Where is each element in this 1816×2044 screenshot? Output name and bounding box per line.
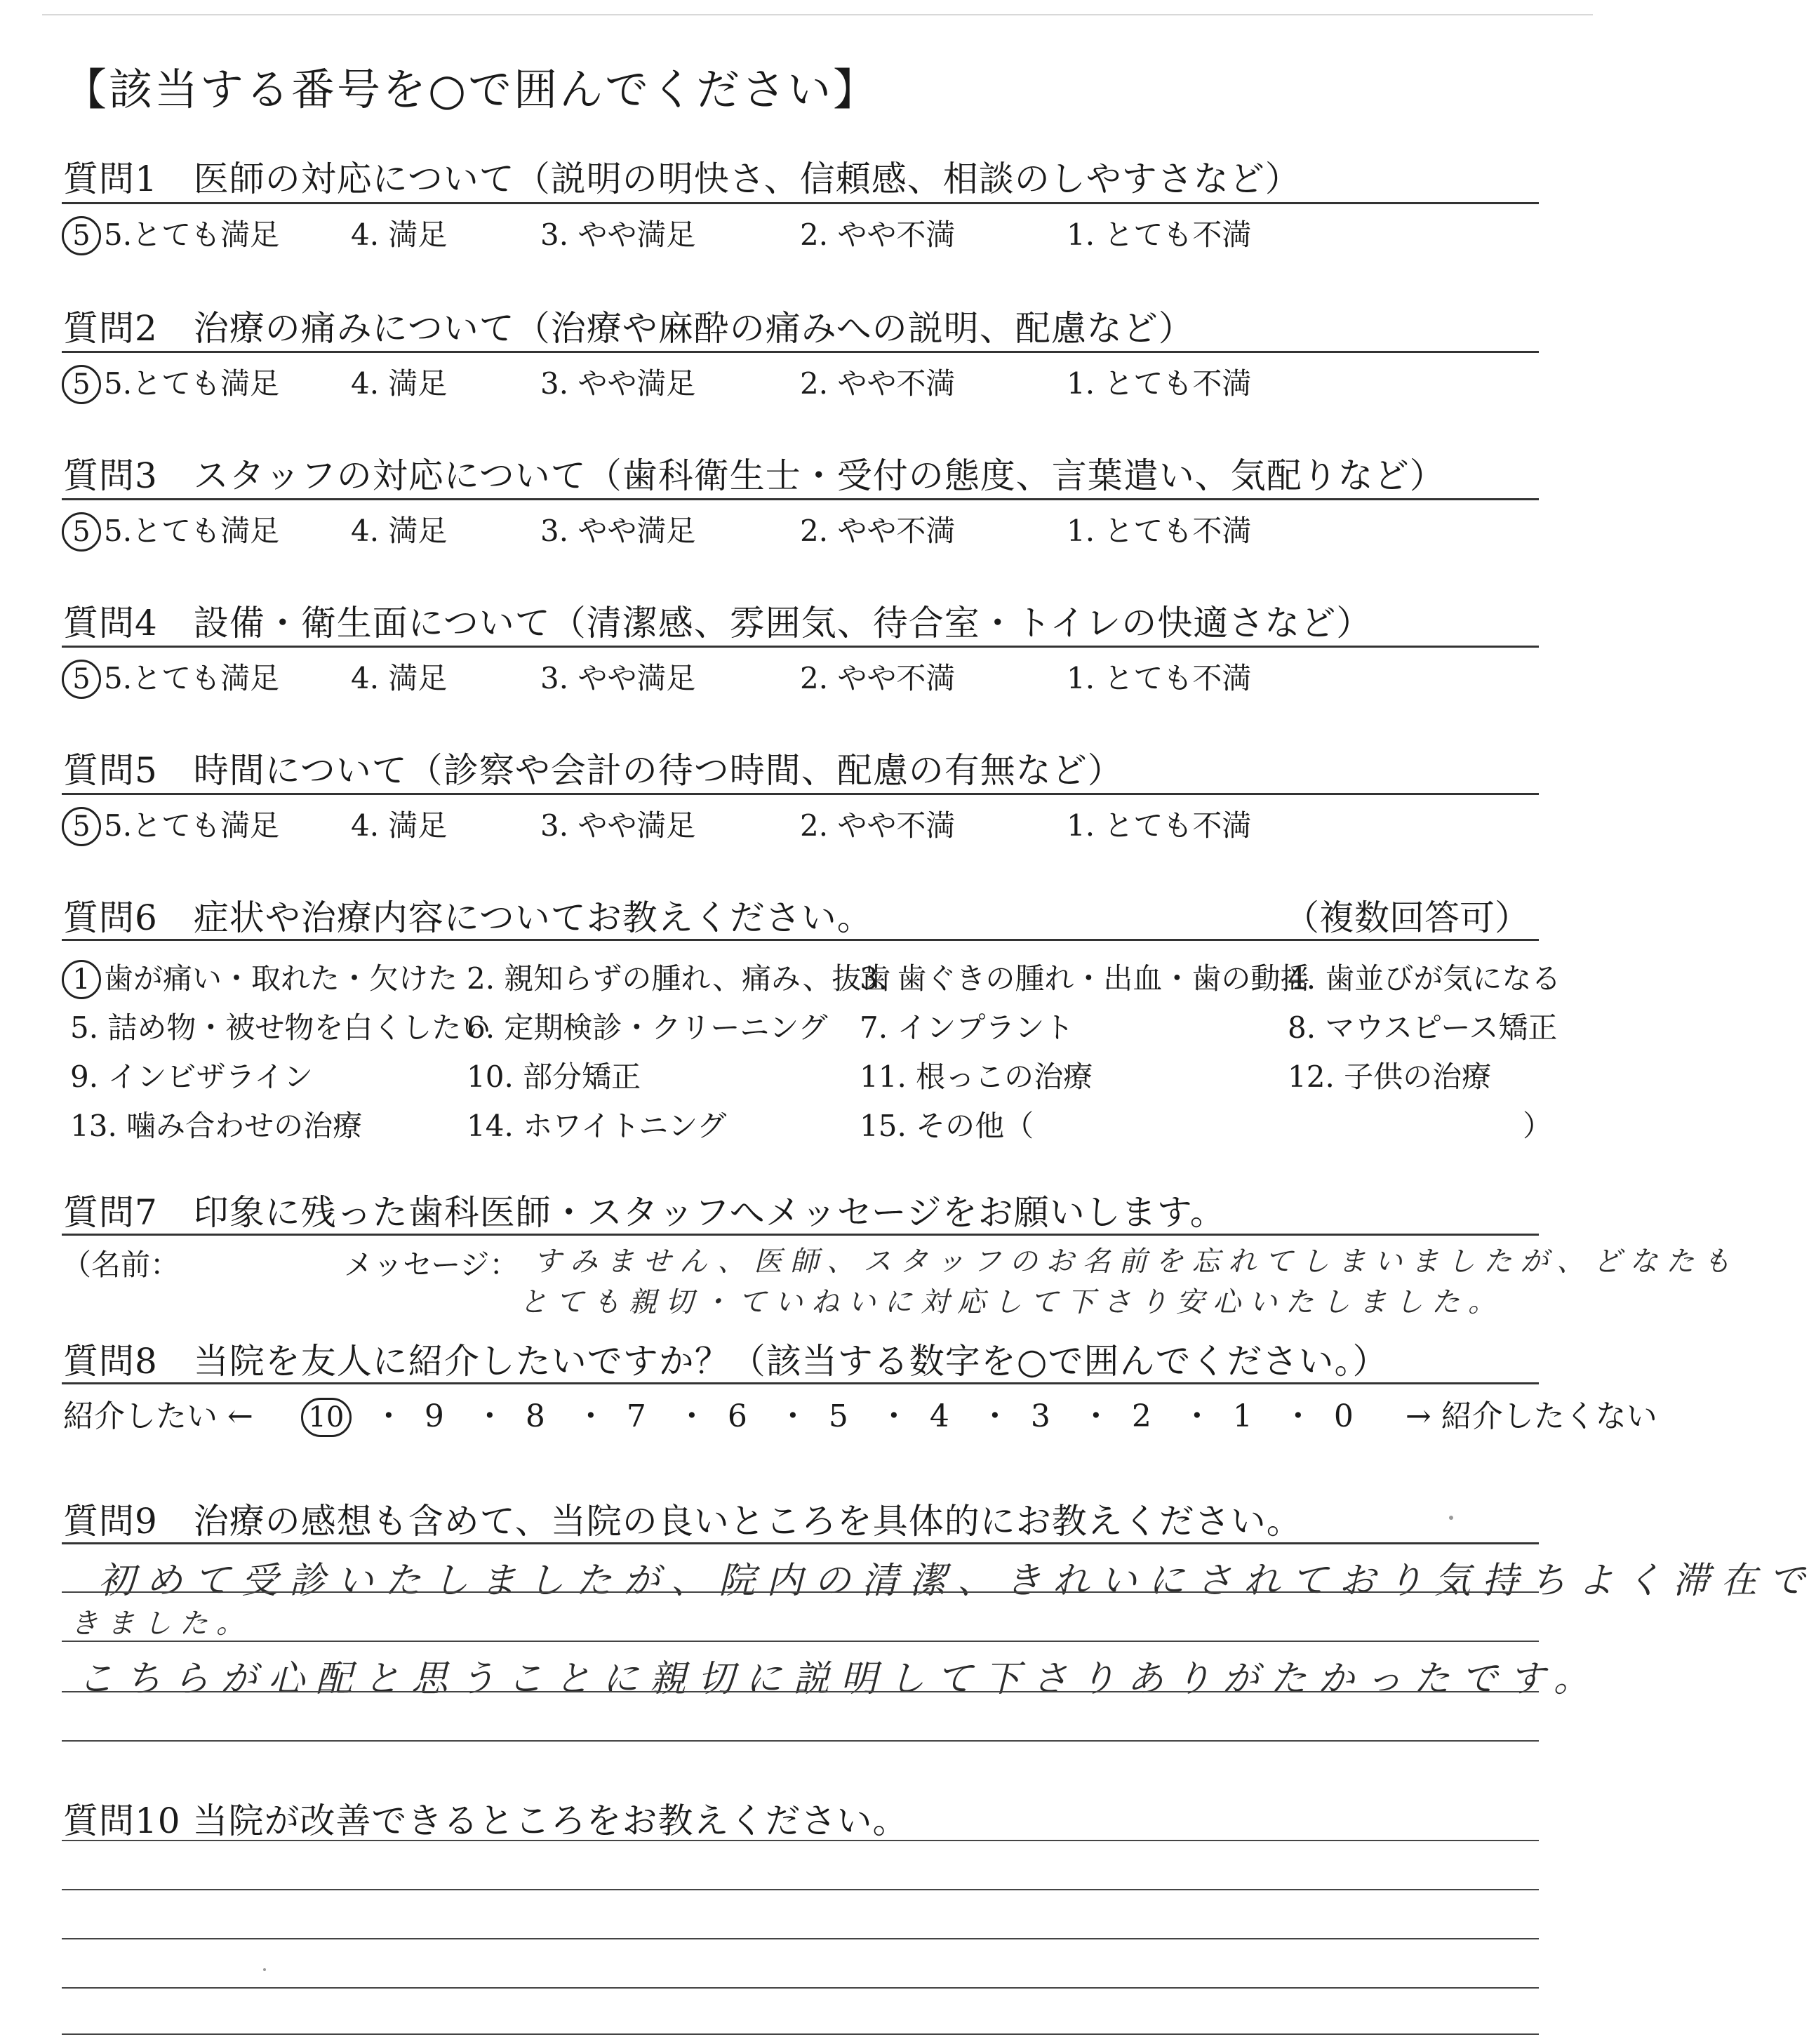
question-10-title: 質問10 当院が改善できるところをお教えください。 xyxy=(63,1801,909,1841)
q10-answer-rule-3[interactable] xyxy=(62,1938,1539,1939)
q5-option-4[interactable]: 4. 満足 xyxy=(351,808,448,843)
q9-answer-rule-2 xyxy=(62,1641,1539,1642)
q9-answer-rule-4 xyxy=(62,1740,1539,1742)
scale-value-5[interactable]: 5 xyxy=(828,1398,848,1434)
scale-left-label: 紹介したい ← xyxy=(63,1398,253,1434)
question-7-title: 質問7 印象に残った歯科医師・スタッフへメッセージをお願いします。 xyxy=(63,1192,1226,1233)
scale-value-8[interactable]: 8 xyxy=(525,1398,545,1434)
q4-option-3[interactable]: 3. やや満足 xyxy=(540,661,696,695)
question-4-title: 質問4 設備・衛生面について（清潔感、雰囲気、待合室・トイレの快適さなど） xyxy=(63,603,1373,643)
scale-value-7[interactable]: 7 xyxy=(626,1398,646,1434)
q2-option-2[interactable]: 2. やや不満 xyxy=(800,366,956,401)
question-9-rule xyxy=(62,1542,1539,1544)
q3-option-5[interactable]: 5 5.とても満足 xyxy=(62,508,279,552)
question-1-title: 質問1 医師の対応について（説明の明快さ、信頼感、相談のしやすさなど） xyxy=(63,159,1301,199)
q1-option-5[interactable]: 5 5.とても満足 xyxy=(62,212,279,255)
q3-option-3[interactable]: 3. やや満足 xyxy=(540,514,696,548)
q2-option-1[interactable]: 1. とても不満 xyxy=(1067,366,1252,401)
question-3-title: 質問3 スタッフの対応について（歯科衛生士・受付の態度、言葉遣い、気配りなど） xyxy=(63,455,1446,496)
q6-item-15[interactable]: 15. その他（ xyxy=(860,1109,1034,1143)
question-5-title: 質問5 時間について（診察や会計の待つ時間、配慮の有無など） xyxy=(63,750,1123,791)
scale-value-4[interactable]: 4 xyxy=(929,1398,949,1434)
scale-value-6[interactable]: 6 xyxy=(727,1398,747,1434)
q10-answer-rule-2[interactable] xyxy=(62,1889,1539,1890)
q4-option-1[interactable]: 1. とても不満 xyxy=(1067,661,1252,695)
scale-value-0[interactable]: 0 xyxy=(1333,1398,1354,1434)
q10-answer-rule-5[interactable] xyxy=(62,2033,1539,2035)
q2-option-4[interactable]: 4. 満足 xyxy=(351,366,448,401)
scan-speck xyxy=(263,1968,266,1971)
q3-option-1[interactable]: 1. とても不満 xyxy=(1067,514,1252,548)
q5-option-5[interactable]: 5 5.とても満足 xyxy=(62,803,279,846)
selected-circle-mark: 5 xyxy=(62,807,101,846)
question-7-rule xyxy=(62,1234,1539,1236)
question-4-rule xyxy=(62,646,1539,648)
q6-item-12[interactable]: 12. 子供の治療 xyxy=(1288,1060,1492,1094)
scale-right-label: → 紹介したくない xyxy=(1405,1398,1657,1434)
q3-option-4[interactable]: 4. 満足 xyxy=(351,514,448,548)
q4-option-4[interactable]: 4. 満足 xyxy=(351,661,448,695)
q1-option-2[interactable]: 2. やや不満 xyxy=(800,218,956,252)
question-6-note: （複数回答可） xyxy=(1284,897,1530,938)
q6-item-4[interactable]: 4. 歯並びが気になる xyxy=(1288,961,1561,996)
selected-circle-mark: 5 xyxy=(62,365,101,404)
q6-item-15-close: ） xyxy=(1523,1109,1553,1143)
question-1-rule xyxy=(62,202,1539,204)
page-title: 【該当する番号を○で囲んでください】 xyxy=(63,64,879,115)
recommend-scale: 紹介したい ← 10 ・ 9 ・ 8 ・ 7 ・ 6 ・ 5 ・ 4 ・ 3 ・ 2 ・ 1 ・ 0 → 紹介したくない xyxy=(63,1391,1657,1437)
scale-value-9[interactable]: 9 xyxy=(424,1398,444,1434)
q1-option-4[interactable]: 4. 満足 xyxy=(351,218,448,252)
selected-circle-mark: 5 xyxy=(62,512,101,552)
question-8-rule xyxy=(62,1382,1539,1384)
scale-value-3[interactable]: 3 xyxy=(1030,1398,1050,1434)
q10-answer-rule-1[interactable] xyxy=(62,1840,1539,1841)
q6-item-10[interactable]: 10. 部分矯正 xyxy=(467,1060,641,1094)
q7-message-line-1: すみません、医師、スタッフのお名前を忘れてしまいましたが、どなたも xyxy=(533,1245,1740,1278)
scale-value-1[interactable]: 1 xyxy=(1232,1398,1253,1434)
top-border xyxy=(42,14,1593,15)
q6-item-14[interactable]: 14. ホワイトニング xyxy=(467,1109,727,1143)
selected-circle-mark: 5 xyxy=(62,216,101,255)
q6-item-13[interactable]: 13. 噛み合わせの治療 xyxy=(70,1109,363,1143)
selected-circle-mark: 5 xyxy=(62,660,101,699)
question-9-title: 質問9 治療の感想も含めて、当院の良いところを具体的にお教えください。 xyxy=(63,1501,1302,1542)
q10-answer-rule-4[interactable] xyxy=(62,1987,1539,1989)
q6-item-11[interactable]: 11. 根っこの治療 xyxy=(860,1060,1093,1094)
q1-option-3[interactable]: 3. やや満足 xyxy=(540,218,696,252)
question-5-rule xyxy=(62,793,1539,795)
q9-answer-line-1: 初めて受診いたしましたが、院内の清潔、きれいにされており気持ちよく滞在で xyxy=(98,1560,1816,1602)
q6-item-7[interactable]: 7. インプラント xyxy=(860,1010,1074,1045)
selected-circle-mark: 1 xyxy=(62,960,101,999)
q7-name-label: （名前： xyxy=(62,1248,180,1282)
q2-option-3[interactable]: 3. やや満足 xyxy=(540,366,696,401)
q5-option-2[interactable]: 2. やや不満 xyxy=(800,808,956,843)
q6-item-6[interactable]: 6. 定期検診・クリーニング xyxy=(467,1010,828,1045)
q9-answer-line-2: きました。 xyxy=(70,1608,253,1640)
scale-value-2[interactable]: 2 xyxy=(1131,1398,1151,1434)
question-3-rule xyxy=(62,498,1539,500)
q4-option-2[interactable]: 2. やや不満 xyxy=(800,661,956,695)
q6-item-2[interactable]: 2. 親知らずの腫れ、痛み、抜歯 xyxy=(467,961,891,996)
q6-item-1[interactable]: 1 歯が痛い・取れた・欠けた xyxy=(62,956,458,999)
q7-message-line-2: とても親切・ていねいに対応して下さり安心いたしました。 xyxy=(519,1286,1504,1318)
q6-item-3[interactable]: 3. 歯ぐきの腫れ・出血・歯の動揺 xyxy=(860,961,1310,996)
q6-item-8[interactable]: 8. マウスピース矯正 xyxy=(1288,1010,1558,1045)
question-2-title: 質問2 治療の痛みについて（治療や麻酔の痛みへの説明、配慮など） xyxy=(63,308,1194,349)
q9-answer-rule-3 xyxy=(62,1691,1539,1692)
q6-item-9[interactable]: 9. インビザライン xyxy=(70,1060,314,1094)
question-6-rule xyxy=(62,939,1539,941)
q5-option-3[interactable]: 3. やや満足 xyxy=(540,808,696,843)
question-8-title: 質問8 当院を友人に紹介したいですか？（該当する数字を○で囲んでください。） xyxy=(63,1341,1389,1382)
q1-option-1[interactable]: 1. とても不満 xyxy=(1067,218,1252,252)
q6-item-5[interactable]: 5. 詰め物・被せ物を白くしたい xyxy=(70,1010,491,1045)
q5-option-1[interactable]: 1. とても不満 xyxy=(1067,808,1252,843)
q2-option-5[interactable]: 5 5.とても満足 xyxy=(62,361,279,404)
q9-answer-rule-1 xyxy=(62,1591,1539,1593)
question-6-title: 質問6 症状や治療内容についてお教えください。 xyxy=(63,897,873,938)
question-2-rule xyxy=(62,351,1539,353)
q7-message-label: メッセージ： xyxy=(344,1248,519,1282)
q3-option-2[interactable]: 2. やや不満 xyxy=(800,514,956,548)
q4-option-5[interactable]: 5 5.とても満足 xyxy=(62,655,279,699)
scale-value-10-selected[interactable]: 10 xyxy=(301,1398,352,1437)
q9-answer-line-3: こちらが心配と思うことに親切に説明して下さりありがたかったです。 xyxy=(77,1658,1601,1700)
scan-speck xyxy=(1449,1516,1453,1520)
